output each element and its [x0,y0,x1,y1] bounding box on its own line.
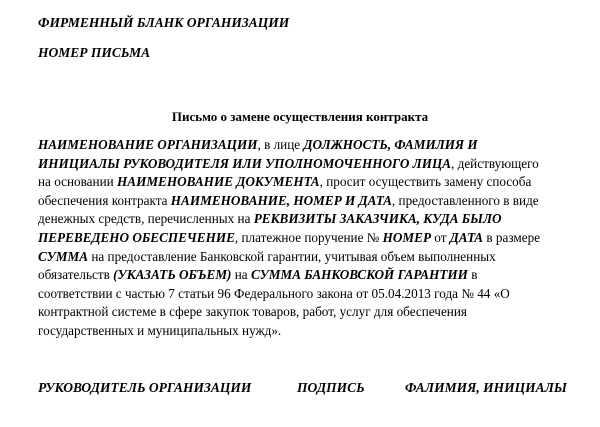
body-line-4: обеспечения контракта НАИМЕНОВАНИЕ, НОМЕР И ДАТА, предоставленного в виде [38,192,539,208]
guarantee-amount-placeholder: СУММА БАНКОВСКОЙ ГАРАНТИИ [250,267,468,283]
body-line-7: СУММА на предоставление Банковской гарантии, учитывая объем выполненных [38,248,496,264]
volume-placeholder: (УКАЗАТЬ ОБЪЕМ) [113,267,232,283]
body-line-1: НАИМЕНОВАНИЕ ОРГАНИЗАЦИИ, в лице ДОЛЖНОСТЬ, ФАМИЛИЯ И [38,137,478,152]
signature-label: ПОДПИСЬ [297,380,365,395]
letter-body [38,136,578,341]
name-initials-label: ФАЛИМИЯ, ИНИЦИАЛЫ [405,380,567,395]
payment-date-placeholder: ДАТА [449,229,484,245]
body-line-8: обязательств (УКАЗАТЬ ОБЪЕМ) на СУММА БАНКОВСКОЙ ГАРАНТИИ в [38,267,478,283]
body-line-10: контрактной системе в сфере закупок товаров, работ, услуг для обеспечения [38,304,467,320]
head-of-organization-label: РУКОВОДИТЕЛЬ ОРГАНИЗАЦИИ [38,380,252,395]
document-name-placeholder: НАИМЕНОВАНИЕ ДОКУМЕНТА [117,174,320,190]
body-line-5: денежных средств, перечисленных на РЕКВИЗИТЫ ЗАКАЗЧИКА, КУДА БЫЛО [38,211,502,227]
letter-title: Письмо о замене осуществления контракта [171,109,429,124]
body-line-11: государственных и муниципальных нужд». [38,322,282,338]
payment-number-placeholder: НОМЕР [382,229,431,245]
body-line-2: ИНИЦИАЛЫ РУКОВОДИТЕЛЯ ИЛИ УПОЛНОМОЧЕННОГО ЛИЦА, действующего [38,155,539,171]
body-line-3: на основании НАИМЕНОВАНИЕ ДОКУМЕНТА, просит осуществить замену способа [38,174,532,190]
customer-requisites-placeholder: РЕКВИЗИТЫ ЗАКАЗЧИКА, КУДА БЫЛО [253,211,502,227]
position-name-placeholder: ДОЛЖНОСТЬ, ФАМИЛИЯ И [303,137,478,152]
company-letterhead-placeholder: ФИРМЕННЫЙ БЛАНК ОРГАНИЗАЦИИ [38,15,290,30]
head-initials-placeholder: ИНИЦИАЛЫ РУКОВОДИТЕЛЯ ИЛИ УПОЛНОМОЧЕННОГО ЛИЦА [38,155,452,171]
body-line-9: соответствии с частью 7 статьи 96 Федерального закона от 05.04.2013 года № 44 «О [38,285,510,301]
organization-name-placeholder: НАИМЕНОВАНИЕ ОРГАНИЗАЦИИ [38,137,258,152]
contract-details-placeholder: НАИМЕНОВАНИЕ, НОМЕР И ДАТА [170,192,392,208]
body-line-6: ПЕРЕВЕДЕНО ОБЕСПЕЧЕНИЕ, платежное поручение № НОМЕР от ДАТА в размере [38,229,541,245]
letter-number-placeholder: НОМЕР ПИСЬМА [38,45,151,60]
amount-placeholder: СУММА [38,248,89,264]
